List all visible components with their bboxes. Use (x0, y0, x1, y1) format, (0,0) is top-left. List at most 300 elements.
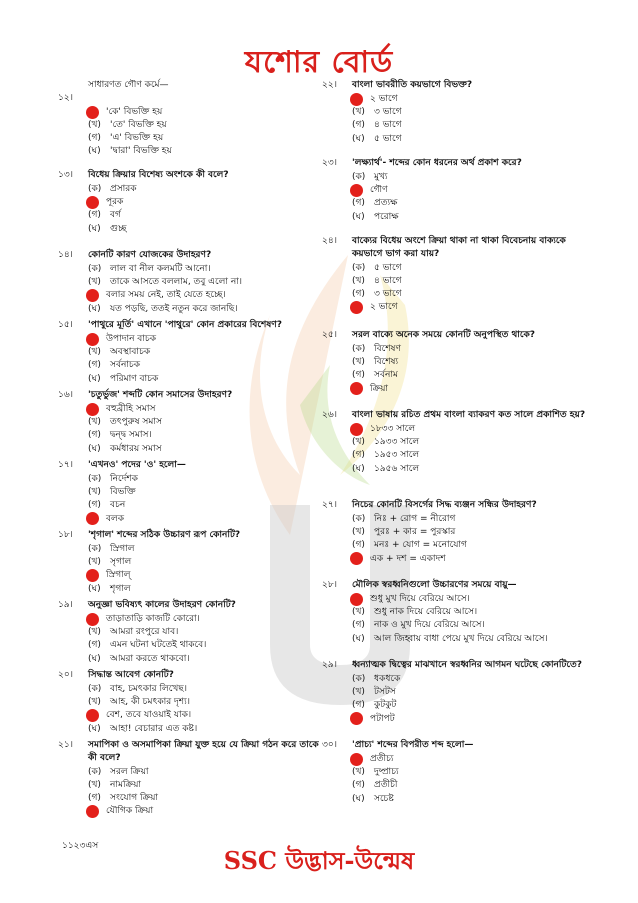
option (352, 449, 592, 462)
question-text: অনুজ্ঞা ভবিষ্যৎ কালের উদাহরণ কোনটি? (88, 600, 236, 610)
option-text: বলক (106, 513, 125, 524)
option (88, 145, 328, 158)
question-number: ২৫। (322, 330, 337, 340)
option-correct (352, 382, 592, 395)
answer-marker-icon (350, 593, 363, 606)
option (88, 209, 328, 222)
option (352, 106, 592, 119)
option-text: বিভক্তি (110, 487, 136, 498)
option (352, 288, 592, 301)
option-label: (গ) (352, 370, 365, 381)
question-block (322, 157, 592, 224)
option-label: (গ) (88, 360, 101, 371)
option-label: (খ) (352, 357, 365, 368)
option-text: স্রিগাল্ (106, 570, 131, 581)
option-label: (ঘ) (88, 303, 101, 314)
option (352, 792, 592, 805)
option-label: (ঘ) (88, 583, 101, 594)
option-label: (ঘ) (88, 723, 101, 734)
question-block (322, 499, 592, 566)
option-label: (ঘ) (88, 223, 101, 234)
answer-marker-icon (86, 709, 99, 722)
option (88, 473, 328, 486)
option-text: 'তে' বিভক্তি হয় (110, 120, 167, 131)
option (352, 779, 592, 792)
option-text: প্রতীচ্য (370, 754, 394, 765)
question-text: মৌলিক স্বরধ্বনিগুলো উচ্চারণের সময়ে বায়ু— (352, 580, 517, 590)
option-label: (খ) (352, 107, 365, 118)
option-label: (গ) (88, 430, 101, 441)
options-list (352, 513, 592, 566)
option-label: (গ) (352, 289, 365, 300)
question-number: ২১। (58, 740, 73, 750)
question-number: ১৩। (58, 170, 73, 180)
option-label: (গ) (352, 198, 365, 209)
question-number: ২২। (322, 80, 337, 90)
option-correct (88, 403, 328, 416)
question-text: 'লক্ষ্যার্থ'- শব্দের কোন ধরনের অর্থ প্রকাশ করে? (352, 158, 522, 168)
option-correct (88, 106, 328, 119)
option-text: আল জিহ্বায় বাধা পেয়ে মুখ দিয়ে বেরিয়ে আসে। (374, 633, 548, 644)
question-number: ২০। (58, 670, 73, 680)
options-list (88, 683, 328, 736)
option-text: শৃগাল (110, 583, 131, 594)
option (88, 302, 328, 315)
option (88, 766, 328, 779)
option-text: টসটস (374, 687, 396, 698)
option-correct (88, 196, 328, 209)
option-text: পটাপট (370, 713, 395, 724)
option (352, 262, 592, 275)
option-label: (খ) (352, 767, 365, 778)
option-label: (গ) (352, 120, 365, 131)
question (58, 529, 328, 542)
question-block (322, 739, 592, 806)
option-text: এক + দশ = একাদশ (370, 553, 446, 564)
answer-marker-icon (86, 613, 99, 626)
option (352, 766, 592, 779)
option-correct (352, 184, 592, 197)
question-number: ১৭। (58, 460, 73, 470)
option-text: ৪ ভাগে (374, 276, 402, 287)
option-label: (ক) (88, 184, 102, 195)
option (352, 356, 592, 369)
option-text: নির্দেশক (110, 474, 138, 485)
question-number: ১৮। (58, 530, 73, 540)
option-text: তাকে আসতে বললাম, তবু এলো না। (110, 277, 243, 288)
option (352, 513, 592, 526)
option-label: (ক) (352, 514, 366, 525)
question-block (58, 79, 328, 158)
option (88, 372, 328, 385)
option-text: সর্বনাম (374, 370, 398, 381)
option-text: সর্বনাচক (110, 360, 141, 371)
option-text: বিশেষ্য (374, 357, 399, 368)
option-text: এমন ঘটনা ঘটতেই থাকবে। (110, 640, 207, 651)
option-text: শুধু নাক দিয়ে বেরিয়ে আসে। (374, 607, 478, 618)
option-text: কর্মধারয় সমাস (110, 443, 162, 454)
option-label: (খ) (352, 276, 365, 287)
option (88, 276, 328, 289)
question (58, 249, 328, 262)
question-text: 'প্রাচ্য' শব্দের বিপরীত শব্দ হলো— (352, 740, 474, 750)
option (88, 183, 328, 196)
question-block (322, 79, 592, 146)
option-text: দুষ্প্রাচ্য (374, 767, 399, 778)
option (88, 486, 328, 499)
question (322, 739, 592, 752)
question (58, 389, 328, 402)
option (352, 619, 592, 632)
option-text: আমরা করতে থাকবো। (110, 653, 190, 664)
option-text: ৩ ভাগে (374, 289, 402, 300)
option-label: (ঘ) (352, 133, 365, 144)
option-text: মুখ্য (374, 172, 388, 183)
option-text: ১৯৫৬ সালে (374, 463, 420, 474)
option (352, 686, 592, 699)
option-text: গৌণ (370, 185, 388, 196)
option-label: (ক) (88, 544, 102, 555)
option-label: (গ) (88, 640, 101, 651)
question (58, 319, 328, 332)
question-block (322, 409, 592, 476)
options-list (352, 673, 592, 726)
option-text: পরিমাণ বাচক (110, 373, 159, 384)
options-list (88, 106, 328, 159)
question (58, 599, 328, 612)
option-text: বর্গ (110, 210, 121, 221)
option-correct (88, 333, 328, 346)
option-text: ১৯৫৩ সালে (374, 450, 420, 461)
option-text: অবস্থাবাচক (110, 347, 151, 358)
question-number: ২৯। (322, 660, 337, 670)
option-label: (ঘ) (88, 443, 101, 454)
option (88, 222, 328, 235)
option-label: (খ) (352, 527, 365, 538)
option-text: তৎপুরুষ সমাস (110, 417, 162, 428)
option (352, 606, 592, 619)
option (88, 119, 328, 132)
option-correct (352, 712, 592, 725)
question-block (322, 235, 592, 314)
option-label: (গ) (352, 700, 365, 711)
option (352, 526, 592, 539)
question-text: নিচের কোনটি বিসর্গের সিদ্ধ ব্যঞ্জন সন্ধির উদাহরণ? (352, 500, 537, 510)
answer-marker-icon (86, 196, 99, 209)
option-correct (88, 805, 328, 818)
option (88, 442, 328, 455)
option-label: (গ) (352, 620, 365, 631)
option-text: ৫ ভাগে (374, 133, 402, 144)
answer-marker-icon (350, 753, 363, 766)
options-list (352, 343, 592, 396)
option-text: বহুব্রীহি সমাস (106, 404, 156, 415)
question-block (58, 669, 328, 736)
question-text: 'পাথুরে মূর্তি' এখানে 'পাথুরে' কোন প্রকারের বিশেষণ? (88, 320, 282, 330)
option (352, 462, 592, 475)
question-number: ১৪। (58, 250, 73, 260)
question-block (58, 529, 328, 596)
option-label: (ক) (88, 766, 102, 777)
option (88, 779, 328, 792)
option (88, 626, 328, 639)
options-list (352, 171, 592, 224)
options-list (352, 423, 592, 476)
answer-marker-icon (350, 712, 363, 725)
question-text: বাংলা ভাষায় রচিত প্রথম বাংলা ব্যাকরণ কত সালে প্রকাশিত হয়? (352, 410, 586, 420)
option-label: (ক) (88, 474, 102, 485)
question-block (58, 459, 328, 526)
option (88, 543, 328, 556)
question-stem: সাধারণত গৌণ কর্মে— (88, 80, 169, 90)
option (352, 539, 592, 552)
question-block (58, 249, 328, 316)
option-text: সচেষ্ট (374, 793, 394, 804)
question-text: 'চতুর্ভুজ' শব্দটি কোন সমাসের উদাহরণ? (88, 390, 233, 400)
question (322, 329, 592, 342)
option-text: ২ ভাগে (370, 94, 398, 105)
option (88, 556, 328, 569)
option (88, 499, 328, 512)
option (352, 210, 592, 223)
option-label: (ঘ) (352, 633, 365, 644)
option-label: (ঘ) (88, 373, 101, 384)
option-correct (88, 613, 328, 626)
option (88, 429, 328, 442)
option-text: গুচ্ছ (110, 223, 127, 234)
answer-marker-icon (86, 403, 99, 416)
options-list (352, 593, 592, 646)
option-label: (ক) (352, 262, 366, 273)
option-label: (খ) (88, 347, 101, 358)
answer-marker-icon (350, 423, 363, 436)
question-block (322, 659, 592, 726)
option-text: স্রিগাল (110, 544, 135, 555)
option-label: (ঘ) (352, 211, 365, 222)
option (88, 359, 328, 372)
option-text: নামক্রিয়া (110, 780, 141, 791)
option-text: নাক ও মুখ দিয়ে বেরিয়ে আসে। (374, 620, 485, 631)
question (322, 79, 592, 92)
answer-marker-icon (86, 569, 99, 582)
option-text: ধকধকে (374, 674, 401, 685)
option (88, 263, 328, 276)
answer-marker-icon (86, 805, 99, 818)
question-number: ৩০। (322, 740, 337, 750)
question-block (322, 579, 592, 646)
option-text: প্রতীচী (374, 780, 398, 791)
option-label: (খ) (88, 557, 101, 568)
question-number: ১৬। (58, 390, 73, 400)
options-list (352, 262, 592, 315)
options-list (88, 613, 328, 666)
option-label: (গ) (88, 500, 101, 511)
option-text: বাহ, চমৎকার লিখেছ। (110, 684, 187, 695)
option-label: (খ) (88, 487, 101, 498)
question (58, 169, 328, 182)
options-list (88, 473, 328, 526)
option-label: (খ) (88, 417, 101, 428)
option-label: (ক) (352, 674, 366, 685)
question-text: বাক্যের বিধেয় অংশে ক্রিয়া থাকা না থাকা বিবেচনায় বাক্যকে কয়ভাগে ভাগ করা যায়? (352, 236, 566, 259)
option-text: আমরা রংপুরে যাব। (110, 627, 179, 638)
option (88, 652, 328, 665)
option-text: শুধু মুখ দিয়ে বেরিয়ে আসে। (370, 594, 470, 605)
answer-marker-icon (350, 382, 363, 395)
option-text: লাল বা নীল কলমটি আনো। (110, 264, 211, 275)
options-list (352, 753, 592, 806)
question (58, 739, 328, 765)
question (322, 157, 592, 170)
option-correct (352, 552, 592, 565)
option-label: (ঘ) (352, 463, 365, 474)
options-list (88, 183, 328, 236)
answer-marker-icon (86, 512, 99, 525)
option-text: ৫ ভাগে (374, 262, 402, 273)
option-text: দ্বন্দ্ব সমাস। (110, 430, 152, 441)
question-text: 'শৃগাল' শব্দের সঠিক উচ্চারণ রূপ কোনটি? (88, 530, 241, 540)
option (88, 416, 328, 429)
option-text: পরোক্ষ (374, 211, 399, 222)
page-code: ১১২৩এস (62, 841, 99, 851)
option-label: (খ) (352, 687, 365, 698)
question (58, 92, 328, 105)
question-text: বিধেয় ক্রিয়ার বিশেষ্য অংশকে কী বলে? (88, 170, 229, 180)
option-label: (খ) (88, 120, 101, 131)
option-text: ৪ ভাগে (374, 120, 402, 131)
option-text: 'দ্বারা' বিভক্তি হয় (110, 146, 172, 157)
question-number: ২৪। (322, 236, 337, 246)
question (322, 409, 592, 422)
options-list (88, 766, 328, 819)
brand-footer: SSC উদ্ভাস-উন্মেষ (223, 846, 415, 875)
option (352, 632, 592, 645)
option-label: (খ) (88, 627, 101, 638)
question (58, 669, 328, 682)
option-text: ১৮৩৩ সালে (370, 424, 416, 435)
option-text: উপাদান বাচক (106, 334, 157, 345)
option-label: (ক) (352, 344, 366, 355)
option-label: (খ) (88, 277, 101, 288)
option-text: ২ ভাগে (370, 302, 398, 313)
option-text: যৌগিক ক্রিয়া (106, 806, 154, 817)
answer-marker-icon (350, 301, 363, 314)
option-text: কুটকুট (374, 700, 397, 711)
option-correct (88, 512, 328, 525)
option-correct (352, 301, 592, 314)
option-text: প্রসারক (110, 184, 137, 195)
options-list (88, 543, 328, 596)
option-text: সরল ক্রিয়া (110, 766, 149, 777)
question-block (58, 169, 328, 236)
option-text: বলার সময় নেই, তাই যেতে হচ্ছে। (106, 290, 226, 301)
option (88, 722, 328, 735)
option-text: ১৯৩৩ সালে (374, 437, 420, 448)
option-text: যত পড়ছি, ততই নতুন করে জানছি। (110, 303, 238, 314)
option-text: আহা! বেচারার এত কষ্ট। (110, 723, 198, 734)
option (88, 683, 328, 696)
option (352, 673, 592, 686)
option-label: (ক) (88, 264, 102, 275)
option (88, 582, 328, 595)
option-text: তাড়াতাড়ি কাজটি কোরো। (106, 614, 200, 625)
option-label: (খ) (352, 607, 365, 618)
options-list (352, 93, 592, 146)
option-text: বিশেষণ (374, 344, 401, 355)
option (352, 369, 592, 382)
answer-marker-icon (86, 333, 99, 346)
question-number: ২৮। (322, 580, 337, 590)
question-number: ১৫। (58, 320, 73, 330)
option-label: (গ) (88, 210, 101, 221)
option-label: (ঘ) (352, 793, 365, 804)
option (352, 132, 592, 145)
question (322, 579, 592, 592)
question-block (322, 329, 592, 396)
question-text: বাংলা ভাবরীতি কয়ভাগে বিভক্ত? (352, 80, 473, 90)
options-list (88, 403, 328, 456)
option-correct (88, 289, 328, 302)
option-text: পুরঃ + কার = পুরস্কার (374, 527, 456, 538)
option (352, 171, 592, 184)
question (322, 659, 592, 672)
option-label: (খ) (88, 780, 101, 791)
option-correct (88, 709, 328, 722)
option-label: (খ) (352, 437, 365, 448)
option (88, 639, 328, 652)
question-block (58, 319, 328, 386)
option-label: (খ) (88, 697, 101, 708)
question-block (58, 739, 328, 818)
option-text: আহ, কী চমৎকার দৃশ্য। (110, 697, 190, 708)
answer-marker-icon (350, 552, 363, 565)
question (58, 459, 328, 472)
question (322, 499, 592, 512)
option (88, 792, 328, 805)
option (88, 696, 328, 709)
option-text: ক্রিয়া (370, 383, 389, 394)
option (352, 699, 592, 712)
question-text: সরল বাক্যে অনেক সময়ে কোনটি অনুপস্থিত থাকে? (352, 330, 536, 340)
option-label: (ঘ) (88, 653, 101, 664)
option (352, 343, 592, 356)
option (88, 132, 328, 145)
option-correct (352, 423, 592, 436)
option-label: (ক) (88, 684, 102, 695)
option (352, 275, 592, 288)
option-correct (352, 593, 592, 606)
option-label: (গ) (352, 540, 365, 551)
question-text: ধ্বন্যাত্মক দ্বিত্বের মাঝখানে স্বরধ্বনির আগমন ঘটেছে কোনটিতে? (352, 660, 582, 670)
option (352, 436, 592, 449)
option-text: সৃগাল (110, 557, 132, 568)
question-text: সমাপিকা ও অসমাপিকা ক্রিয়া যুক্ত হয়ে যে ক্রিয়া গঠন করে তাকে কী বলে? (88, 740, 319, 763)
answer-marker-icon (86, 106, 99, 119)
question-text: 'এখনও' পদের 'ও' হলো— (88, 460, 186, 470)
question-number: ১২। (58, 92, 73, 103)
question-number: ২৩। (322, 158, 337, 168)
options-list (88, 333, 328, 386)
option-label: (ঘ) (88, 146, 101, 157)
option-label: (গ) (352, 780, 365, 791)
options-list (88, 263, 328, 316)
option-text: প্রত্যক্ষ (374, 198, 398, 209)
option-text: সংযোগ ক্রিয়া (110, 793, 159, 804)
option-correct (88, 569, 328, 582)
question-block (58, 599, 328, 666)
question-text: সিদ্ধান্ত আবেগ কোনটি? (88, 670, 174, 680)
question-number: ২৬। (322, 410, 337, 420)
